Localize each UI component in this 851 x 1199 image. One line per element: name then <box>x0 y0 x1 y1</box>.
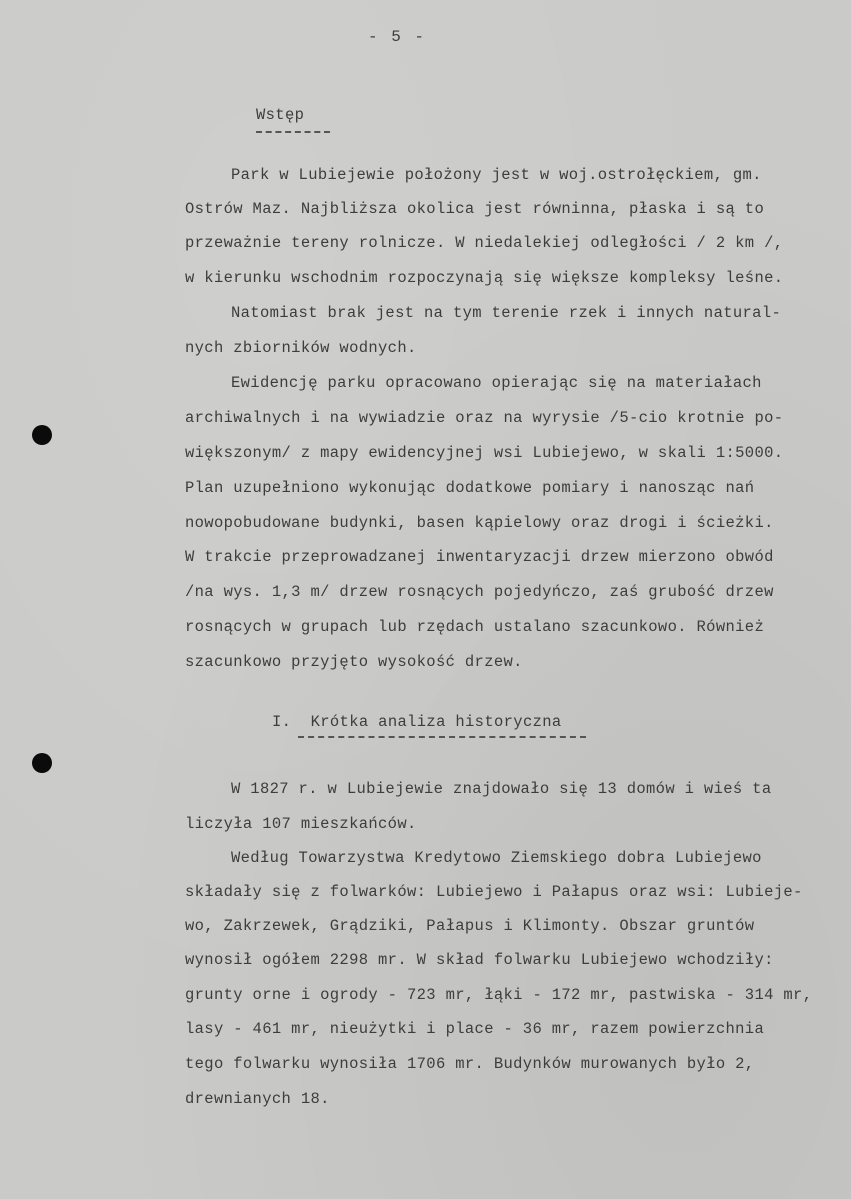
text-line: nowopobudowane budynki, basen kąpielowy oraz drogi i ścieżki. <box>185 514 774 532</box>
text-line: nych zbiorników wodnych. <box>185 339 417 357</box>
text-line: Według Towarzystwa Kredytowo Ziemskiego dobra Lubiejewo <box>231 849 762 867</box>
text-line: drewnianych 18. <box>185 1090 330 1108</box>
text-line: Natomiast brak jest na tym terenie rzek i innych natural- <box>231 304 782 322</box>
punch-hole-top <box>32 425 52 445</box>
text-line: tego folwarku wynosiła 1706 mr. Budynków murowanych było 2, <box>185 1055 755 1073</box>
text-line: szacunkowo przyjęto wysokość drzew. <box>185 653 523 671</box>
text-line: rosnących w grupach lub rzędach ustalano szacunkowo. Również <box>185 618 765 636</box>
text-line: Ostrów Maz. Najbliższa okolica jest równinna, płaska i są to <box>185 200 765 218</box>
section-heading-underline <box>298 736 586 738</box>
text-line: lasy - 461 mr, nieużytki i place - 36 mr, razem powierzchnia <box>185 1020 765 1038</box>
section-heading: I. Krótka analiza historyczna <box>272 713 562 731</box>
intro-heading-underline <box>256 131 330 133</box>
text-line: większonym/ z mapy ewidencyjnej wsi Lubiejewo, w skali 1:5000. <box>185 444 784 462</box>
text-line: /na wys. 1,3 m/ drzew rosnących pojedyńczo, zaś grubość drzew <box>185 583 774 601</box>
text-line: Park w Lubiejewie położony jest w woj.ostrołęckiem, gm. <box>231 166 762 184</box>
text-line: wo, Zakrzewek, Grądziki, Pałapus i Klimonty. Obszar gruntów <box>185 917 755 935</box>
text-line: archiwalnych i na wywiadzie oraz na wyrysie /5-cio krotnie po- <box>185 409 784 427</box>
punch-hole-bottom <box>32 753 52 773</box>
text-line: Plan uzupełniono wykonując dodatkowe pomiary i nanosząc nań <box>185 479 755 497</box>
text-line: składały się z folwarków: Lubiejewo i Pałapus oraz wsi: Lubieje- <box>185 883 803 901</box>
text-line: W 1827 r. w Lubiejewie znajdowało się 13 domów i wieś ta <box>231 780 772 798</box>
text-line: w kierunku wschodnim rozpoczynają się większe kompleksy leśne. <box>185 269 784 287</box>
page-number: - 5 - <box>368 28 427 46</box>
text-line: liczyła 107 mieszkańców. <box>185 815 417 833</box>
text-line: wynosił ogółem 2298 mr. W skład folwarku Lubiejewo wchodziły: <box>185 951 774 969</box>
text-line: grunty orne i ogrody - 723 mr, łąki - 172 mr, pastwiska - 314 mr, <box>185 986 813 1004</box>
text-line: przeważnie tereny rolnicze. W niedalekiej odległości / 2 km /, <box>185 234 784 252</box>
text-line: W trakcie przeprowadzanej inwentaryzacji drzew mierzono obwód <box>185 548 774 566</box>
text-line: Ewidencję parku opracowano opierając się na materiałach <box>231 374 762 392</box>
intro-heading: Wstęp <box>256 106 305 124</box>
